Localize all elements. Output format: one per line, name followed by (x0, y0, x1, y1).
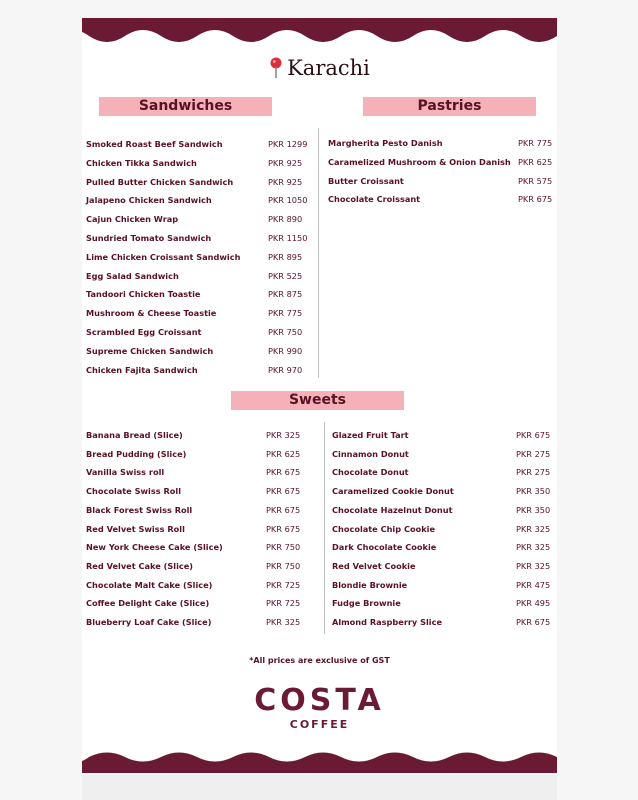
menu-item (86, 252, 311, 266)
menu-item-price: PKR 350 (516, 504, 551, 515)
menu-item (86, 580, 311, 594)
menu-item-name: Egg Salad Sandwich (86, 270, 179, 281)
menu-item-name: Supreme Chicken Sandwich (86, 345, 214, 356)
menu-item-price: PKR 325 (266, 617, 301, 627)
menu-item (86, 365, 311, 379)
menu-item-name: Chicken Tikka Sandwich (86, 157, 197, 168)
costa-logo (82, 684, 557, 731)
menu-item-price: PKR 875 (268, 289, 303, 300)
menu-item-name: Margherita Pesto Danish (328, 138, 443, 148)
menu-item-name: New York Cheese Cake (Slice) (86, 542, 223, 553)
menu-item (328, 194, 553, 208)
menu-item (332, 542, 557, 556)
section-title-sweets: Sweets (231, 391, 404, 410)
menu-item-price: PKR 675 (518, 194, 553, 205)
menu-item-price: PKR 970 (268, 364, 303, 375)
menu-item-price: PKR 675 (516, 617, 551, 627)
menu-item (86, 505, 311, 519)
menu-item-price: PKR 325 (516, 523, 551, 534)
menu-item (332, 561, 557, 575)
menu-item-price: PKR 475 (516, 579, 551, 590)
menu-item (332, 580, 557, 594)
city-header (82, 56, 557, 83)
menu-item-price: PKR 325 (516, 560, 551, 571)
menu-item-name: Chocolate Donut (332, 467, 409, 478)
menu-item (328, 138, 553, 152)
menu-item (86, 158, 311, 172)
menu-item-name: Mushroom & Cheese Toastie (86, 308, 217, 319)
menu-item-name: Caramelized Cookie Donut (332, 486, 454, 497)
menu-item-price: PKR 575 (518, 175, 553, 186)
menu-item-name: Caramelized Mushroom & Onion Danish (328, 156, 511, 167)
menu-item (86, 289, 311, 303)
menu-item-name: Butter Croissant (328, 175, 404, 186)
menu-item-price: PKR 925 (268, 176, 303, 187)
menu-item-name: Black Forest Swiss Roll (86, 504, 193, 515)
menu-item (86, 486, 311, 500)
menu-item-name: Scrambled Egg Croissant (86, 327, 202, 337)
menu-item-price: PKR 725 (266, 579, 301, 590)
section-title-pastries: Pastries (363, 97, 536, 116)
menu-item (332, 598, 557, 612)
menu-item (86, 233, 311, 247)
menu-item (332, 449, 557, 463)
menu-item-price: PKR 1299 (268, 139, 308, 149)
menu-item-name: Blueberry Loaf Cake (Slice) (86, 617, 212, 627)
menu-item-price: PKR 625 (518, 156, 553, 167)
menu-item-name: Fudge Brownie (332, 598, 401, 609)
menu-item (332, 505, 557, 519)
menu-item-price: PKR 1150 (268, 233, 308, 243)
menu-item (332, 430, 557, 444)
menu-item-name: Sundried Tomato Sandwich (86, 233, 212, 243)
menu-item-name: Chocolate Croissant (328, 194, 421, 205)
menu-item-price: PKR 1050 (268, 195, 308, 206)
menu-item-name: Red Velvet Cake (Slice) (86, 560, 194, 571)
menu-item-name: Coffee Delight Cake (Slice) (86, 598, 210, 609)
menu-item-name: Smoked Roast Beef Sandwich (86, 139, 223, 149)
menu-item-name: Bread Pudding (Slice) (86, 448, 187, 459)
menu-item-name: Vanilla Swiss roll (86, 467, 165, 478)
menu-item-name: Tandoori Chicken Toastie (86, 289, 201, 300)
menu-item-name: Glazed Fruit Tart (332, 430, 409, 440)
menu-item (86, 449, 311, 463)
menu-item-price: PKR 675 (266, 504, 301, 515)
menu-item-name: Almond Raspberry Slice (332, 617, 442, 627)
menu-item-name: Red Velvet Cookie (332, 560, 416, 571)
menu-item (332, 524, 557, 538)
menu-item-name: Lime Chicken Croissant Sandwich (86, 251, 241, 262)
logo-main-text: COSTA (254, 683, 385, 718)
menu-item-name: Pulled Butter Chicken Sandwich (86, 176, 234, 187)
menu-item (86, 177, 311, 191)
menu-item-price: PKR 275 (516, 448, 551, 459)
menu-item-price: PKR 275 (516, 467, 551, 478)
menu-item (86, 430, 311, 444)
menu-item-price: PKR 675 (266, 467, 301, 478)
menu-item-price: PKR 675 (516, 430, 551, 440)
column-divider-sweets (324, 422, 325, 634)
menu-item (86, 524, 311, 538)
logo-sub-text: COFFEE (289, 718, 350, 731)
menu-item-name: Chicken Fajita Sandwich (86, 364, 198, 375)
menu-item-price: PKR 325 (516, 542, 551, 553)
section-title-sandwiches: Sandwiches (99, 97, 272, 116)
menu-item-price: PKR 675 (266, 523, 301, 534)
menu-item (86, 195, 311, 209)
menu-item-price: PKR 675 (266, 486, 301, 497)
menu-item-name: Cinnamon Donut (332, 448, 409, 459)
menu-item-name: Cajun Chicken Wrap (86, 214, 179, 225)
menu-item-name: Chocolate Hazelnut Donut (332, 504, 453, 515)
menu-item-price: PKR 890 (268, 214, 303, 225)
gst-note: *All prices are exclusive of GST (249, 656, 390, 665)
menu-item-name: Banana Bread (Slice) (86, 430, 183, 440)
menu-item (332, 617, 557, 631)
menu-item (86, 308, 311, 322)
menu-item (86, 617, 311, 631)
menu-item (328, 176, 553, 190)
menu-item-price: PKR 750 (266, 542, 301, 553)
location-pin-icon (269, 57, 283, 79)
menu-item (86, 346, 311, 360)
menu-item-price: PKR 750 (266, 560, 301, 571)
city-name: Karachi (287, 56, 370, 80)
bottom-strip (82, 775, 557, 800)
menu-item-price: PKR 775 (518, 138, 553, 148)
menu-sheet (82, 18, 557, 773)
top-wave-border (82, 18, 557, 48)
menu-item (86, 327, 311, 341)
menu-item (86, 271, 311, 285)
column-divider-top (318, 128, 319, 378)
menu-item (86, 598, 311, 612)
menu-item-price: PKR 895 (268, 251, 303, 262)
menu-item-price: PKR 525 (268, 270, 303, 281)
menu-item (328, 157, 553, 171)
menu-item-price: PKR 325 (266, 430, 301, 440)
menu-item (86, 542, 311, 556)
menu-item-price: PKR 750 (268, 327, 303, 337)
menu-item-price: PKR 495 (516, 598, 551, 609)
menu-item-name: Chocolate Malt Cake (Slice) (86, 579, 213, 590)
menu-item-price: PKR 990 (268, 345, 303, 356)
menu-item-name: Jalapeno Chicken Sandwich (86, 195, 212, 206)
menu-item (332, 467, 557, 481)
menu-item-name: Blondie Brownie (332, 579, 408, 590)
bottom-wave-border (82, 748, 557, 773)
menu-item-price: PKR 725 (266, 598, 301, 609)
menu-item (86, 139, 311, 153)
menu-item-price: PKR 925 (268, 157, 303, 168)
menu-item-price: PKR 625 (266, 448, 301, 459)
menu-item-price: PKR 350 (516, 486, 551, 497)
menu-item-name: Chocolate Chip Cookie (332, 523, 436, 534)
menu-item-name: Red Velvet Swiss Roll (86, 523, 185, 534)
menu-item-price: PKR 775 (268, 308, 303, 319)
menu-item-name: Dark Chocolate Cookie (332, 542, 437, 553)
menu-item (332, 486, 557, 500)
menu-item (86, 467, 311, 481)
menu-item (86, 561, 311, 575)
menu-item (86, 214, 311, 228)
menu-item-name: Chocolate Swiss Roll (86, 486, 181, 497)
